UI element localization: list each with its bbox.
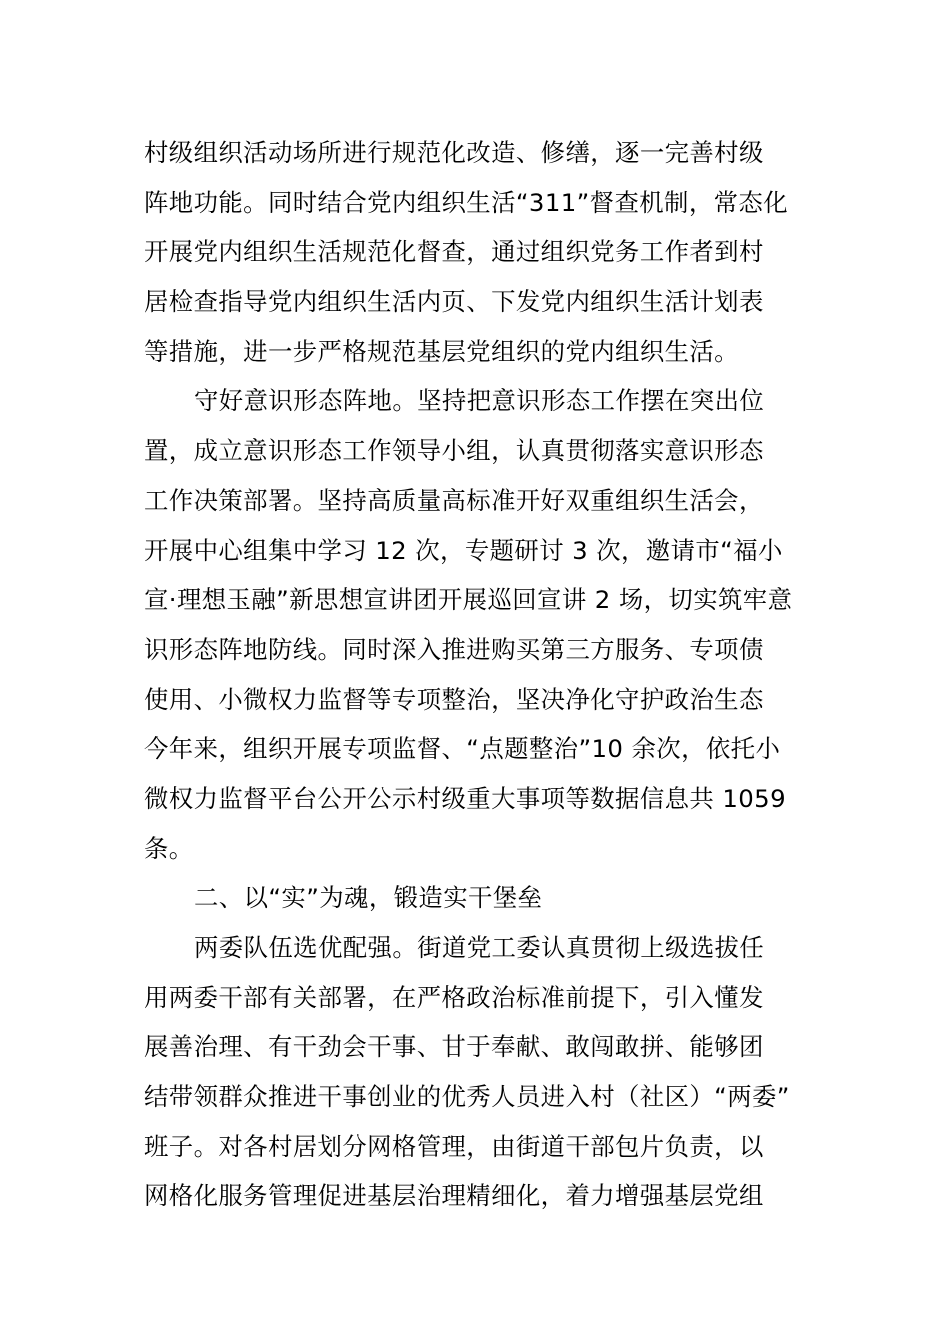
text-line-21: 班子。对各村居划分网格管理，由街道干部包片负责，以 (144, 1131, 764, 1161)
text-line-2: 阵地功能。同时结合党内组织生活“311”督查机制，常态化 (144, 187, 789, 217)
text-line-4: 居检查指导党内组织生活内页、下发党内组织生活计划表 (144, 287, 764, 317)
paragraph-heading-committee: 两委队伍选优配强。街道党工委认真贯彻上级选拔任 (194, 933, 765, 962)
text-line-11: 识形态阵地防线。同时深入推进购买第三方服务、专项债 (144, 634, 764, 664)
text-line-1: 村级组织活动场所进行规范化改造、修缮，逐一完善村级 (144, 138, 764, 167)
text-line-7: 置，成立意识形态工作领导小组，认真贯彻落实意识形态 (144, 436, 764, 466)
text-line-3: 开展党内组织生活规范化督查，通过组织党务工作者到村 (144, 237, 764, 267)
text-line-12: 使用、小微权力监督等专项整治，坚决净化守护政治生态 (144, 684, 764, 714)
text-line-18: 用两委干部有关部署，在严格政治标准前提下，引入懂发 (144, 982, 764, 1012)
paragraph-heading-ideology: 守好意识形态阵地。坚持把意识形态工作摆在突出位 (194, 386, 765, 416)
text-line-14: 微权力监督平台公开公示村级重大事项等数据信息共 1059 (144, 783, 787, 813)
text-line-19: 展善治理、有干劲会干事、甘于奉献、敢闯敢拼、能够团 (144, 1032, 764, 1062)
text-line-15: 条。 (144, 833, 194, 863)
body-text (144, 128, 808, 1221)
text-line-9: 开展中心组集中学习 12 次，专题研讨 3 次，邀请市“福小 (144, 535, 783, 565)
text-line-20: 结带领群众推进干事创业的优秀人员进入村（社区）“两委” (144, 1082, 790, 1112)
section-heading-2: 二、以“实”为魂，锻造实干堡垒 (194, 883, 543, 913)
text-line-13: 今年来，组织开展专项监督、“点题整治”10 余次，依托小 (144, 734, 781, 764)
text-line-5: 等措施，进一步严格规范基层党组织的党内组织生活。 (144, 336, 739, 366)
text-line-8: 工作决策部署。坚持高质量高标准开好双重组织生活会， (144, 485, 764, 515)
text-line-10: 宣·理想玉融”新思想宣讲团开展巡回宣讲 2 场，切实筑牢意 (144, 585, 793, 615)
text-line-22: 网格化服务管理促进基层治理精细化，着力增强基层党组 (144, 1181, 764, 1211)
